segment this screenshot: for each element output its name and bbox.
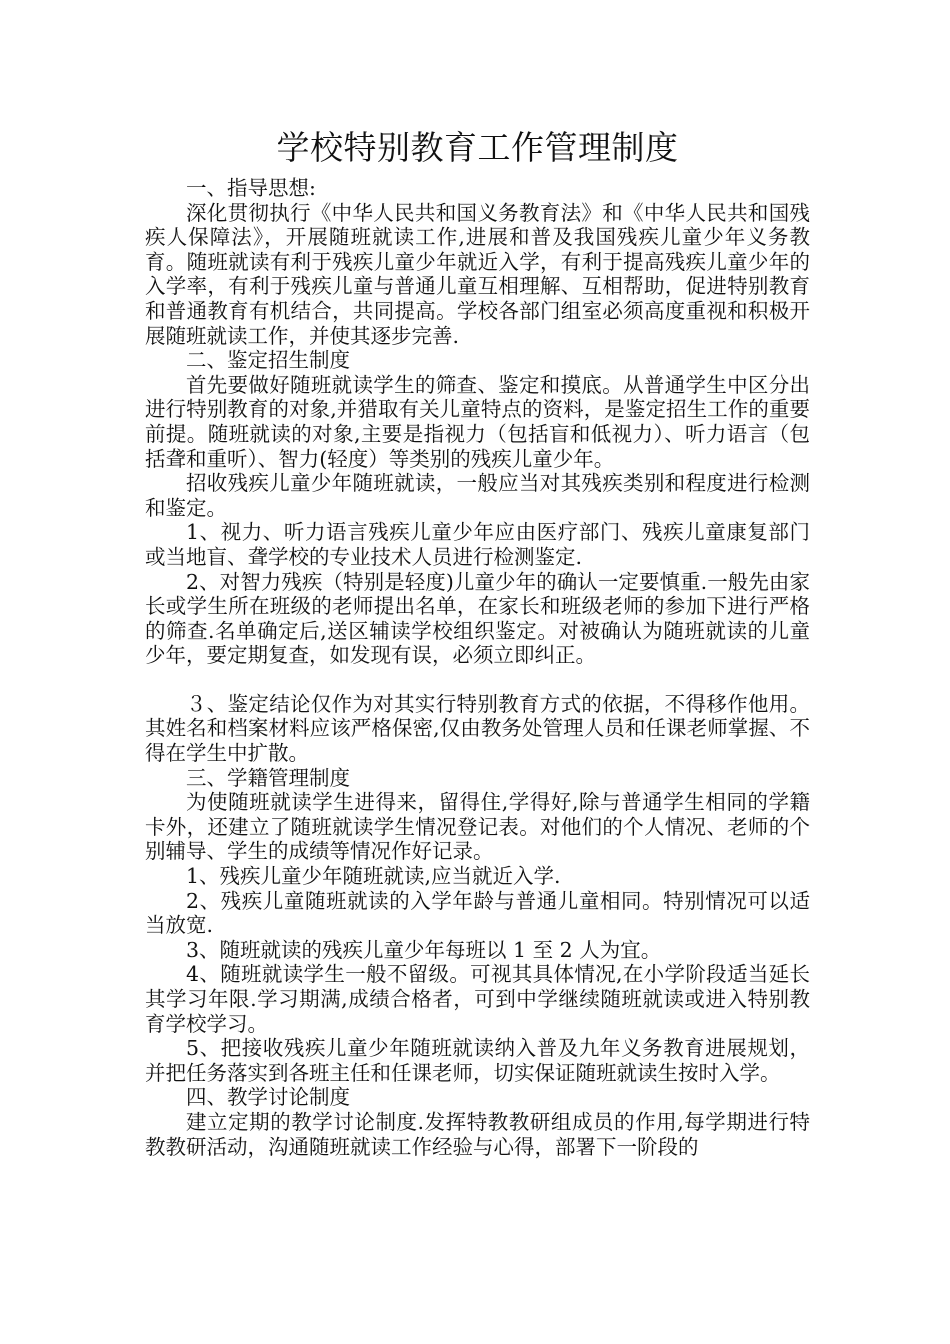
section-heading: 四、教学讨论制度 xyxy=(186,1085,350,1110)
paragraph: 5、把接收残疾儿童少年随班就读纳入普及九年义务教育进展规划，并把任务落实到各班主任和任课老师，切实保证随班就读生按时入学。 xyxy=(145,1036,810,1085)
paragraph: 深化贯彻执行《中华人民共和国义务教育法》和《中华人民共和国残疾人保障法》，开展随班就读工作,进展和普及我国残疾儿童少年义务教育。随班就读有利于残疾儿童少年就近入学，有利于提高残疾儿童少年的入学率，有利于残疾儿童与普通儿童互相理解、互相帮助，促进特别教育和普通教育有机结合，共同提高。学校各部门组室必须高度重视和积极开展随班就读工作，并使其逐步完善. xyxy=(145,200,810,348)
blank-line xyxy=(145,668,810,692)
page-title: 学校特别教育工作管理制度 xyxy=(276,128,679,167)
paragraph: 首先要做好随班就读学生的筛查、鉴定和摸底。从普通学生中区分出进行特别教育的对象,并猎取有关儿童特点的资料，是鉴定招生工作的重要前提。随班就读的对象,主要是指视力（包括盲和低视力）、听力语言（包括聋和重听）、智力(轻度）等类别的残疾儿童少年。 xyxy=(145,372,810,471)
paragraph: 为使随班就读学生进得来，留得住,学得好,除与普通学生相同的学籍卡外，还建立了随班就读学生情况登记表。对他们的个人情况、老师的个别辅导、学生的成绩等情况作好记录。 xyxy=(145,790,810,864)
paragraph: 2、对智力残疾（特别是轻度)儿童少年的确认一定要慎重.一般先由家长或学生所在班级的老师提出名单，在家长和班级老师的参加下进行严格的筛查.名单确定后,送区辅读学校组织鉴定。对被确认为随班就读的儿童少年，要定期复查，如发现有误，必须立即纠正。 xyxy=(145,569,810,668)
paragraph: 建立定期的教学讨论制度.发挥特教教研组成员的作用,每学期进行特教教研活动，沟通随班就读工作经验与心得，部署下一阶段的 xyxy=(145,1109,810,1159)
section-heading: 一、指导思想: xyxy=(186,176,316,200)
paragraph: 招收残疾儿童少年随班就读，一般应当对其残疾类别和程度进行检测和鉴定。 xyxy=(145,471,810,520)
paragraph: 1、残疾儿童少年随班就读,应当就近入学. xyxy=(186,864,561,889)
paragraph: 2、残疾儿童随班就读的入学年龄与普通儿童相同。特别情况可以适当放宽. xyxy=(145,888,810,938)
section-heading: 三、学籍管理制度 xyxy=(186,765,350,790)
paragraph: 4、随班就读学生一般不留级。可视其具体情况,在小学阶段适当延长其学习年限.学习期满,成绩合格者，可到中学继续随班就读或进入特别教育学校学习。 xyxy=(145,962,810,1036)
section-heading: 二、鉴定招生制度 xyxy=(186,348,350,373)
paragraph: ３、鉴定结论仅作为对其实行特别教育方式的依据，不得移作他用。其姓名和档案材料应该严格保密,仅由教务处管理人员和任课老师掌握、不得在学生中扩散。 xyxy=(145,691,810,766)
document-blocks xyxy=(145,176,810,1159)
paragraph: 3、随班就读的残疾儿童少年每班以 1 至 2 人为宜。 xyxy=(186,937,662,962)
document-body xyxy=(145,126,810,1159)
paragraph: 1、视力、听力语言残疾儿童少年应由医疗部门、残疾儿童康复部门或当地盲、聋学校的专业技术人员进行检测鉴定. xyxy=(145,520,810,569)
